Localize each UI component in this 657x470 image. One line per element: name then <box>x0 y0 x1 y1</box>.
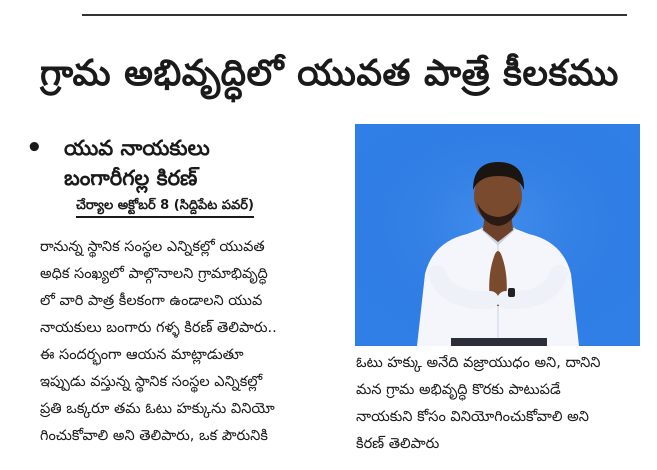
body-line: ఈ సందర్భంగా ఆయన మాట్లాడుతూ <box>40 347 244 363</box>
caption-line: మన గ్రామ అభివృద్ధి కొరకు పాటుపడే <box>356 382 561 398</box>
portrait-photo <box>355 124 640 346</box>
body-line: రానున్న స్థానిక సంస్థల ఎన్నికల్లో యువత <box>40 239 265 255</box>
caption-line: ఓటు హక్కు అనేది వజ్రాయుధం అని, దానిని <box>356 355 601 371</box>
body-line: నాయకులు బంగారు గళ్ళ కిరణ్ తెలిపారు.. <box>40 320 277 336</box>
body-line: గించుకోవాలి అని తెలిపారు, ఒక పౌరునికి <box>40 428 268 444</box>
body-line: అధిక సంఖ్యలో పాల్గొనాలని గ్రామాభివృద్ధి <box>40 266 268 282</box>
body-line: ఇప్పుడు వస్తున్న స్థానిక సంస్థల ఎన్నికల్లో <box>40 374 263 390</box>
portrait-illustration <box>355 124 640 346</box>
byline-name: బంగారీగల్ల కిరణ్ <box>64 166 198 190</box>
body-line: ప్రతి ఒక్కరూ తమ ఓటు హక్కును వినియో <box>40 401 275 417</box>
article-body <box>40 234 336 450</box>
caption-line: నాయకుని కోసం వినియోగించుకోవాలి అని <box>356 409 589 425</box>
top-divider-rule <box>82 14 627 16</box>
headline: గ్రామ అభివృద్ధిలో యువత పాత్రే కీలకము <box>40 53 619 94</box>
person-trousers <box>451 338 547 346</box>
byline-bullet: • <box>26 133 43 163</box>
caption-line: కిరణ్ తెలిపారు <box>356 436 440 452</box>
photo-caption <box>356 350 646 458</box>
wristwatch <box>508 288 515 297</box>
byline-title: యువ నాయకులు <box>64 136 210 160</box>
dateline: చేర్యాల అక్టోబర్ 8 (సిద్దిపేట పవర్) <box>76 198 254 218</box>
body-line: లో వారి పాత్ర కీలకంగా ఉండాలని యువ <box>40 293 263 309</box>
